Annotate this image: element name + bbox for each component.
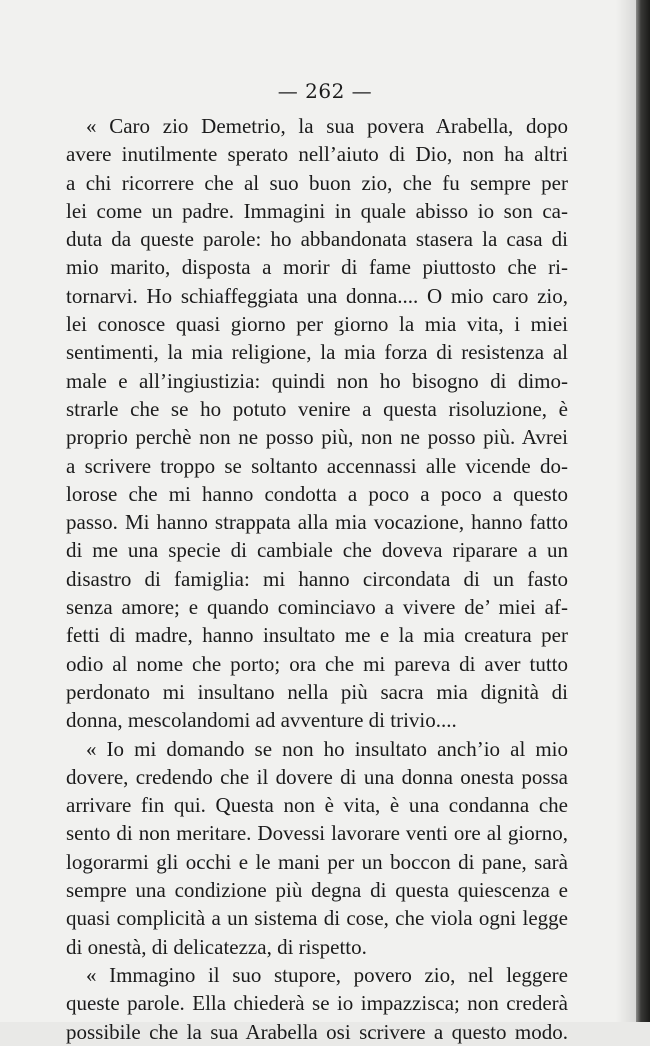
text-line: mio marito, disposta a morir di fame piuttosto che ri- xyxy=(66,255,568,280)
text-line: senza amore; e quando cominciavo a vivere de’ miei af- xyxy=(66,595,568,620)
text-line: dovere, credendo che il dovere di una donna onesta possa xyxy=(66,764,568,789)
page-gutter-shadow xyxy=(616,0,636,1022)
text-line: passo. Mi hanno strappata alla mia vocazione, hanno fatto xyxy=(66,510,568,535)
text-line: proprio perchè non ne posso più, non ne posso più. Avrei xyxy=(66,425,568,450)
text-line: lei come un padre. Immagini in quale abisso io son ca- xyxy=(66,198,568,223)
text-line: possibile che la sua Arabella osi scrivere a questo modo. xyxy=(66,1019,568,1044)
text-line: a chi ricorrere che al suo buon zio, che fu sempre per xyxy=(66,170,568,195)
text-line: male e all’ingiustizia: quindi non ho bisogno di dimo- xyxy=(66,368,568,393)
text-line: disastro di famiglia: mi hanno circondata di un fasto xyxy=(66,566,568,591)
text-line: queste parole. Ella chiederà se io impazzisca; non crederà xyxy=(66,991,568,1016)
text-line: « Immagino il suo stupore, povero zio, nel leggere xyxy=(86,962,568,987)
page-number: — 262 — xyxy=(277,79,373,103)
text-line: lorose che mi hanno condotta a poco a poco a questo xyxy=(66,481,568,506)
text-line: « Io mi domando se non ho insultato anch’io al mio xyxy=(86,736,568,761)
text-line: odio al nome che porto; ora che mi pareva di aver tutto xyxy=(66,651,568,676)
text-line: a scrivere troppo se soltanto accennassi alle vicende do- xyxy=(66,453,568,478)
page-edge xyxy=(636,0,650,1022)
text-line: « Caro zio Demetrio, la sua povera Arabella, dopo xyxy=(86,114,568,138)
text-line: di me una specie di cambiale che doveva riparare a un xyxy=(66,538,568,563)
body-text xyxy=(66,112,568,1046)
text-line: avere inutilmente sperato nell’aiuto di Dio, non ha altri xyxy=(66,142,568,167)
text-line: sentimenti, la mia religione, la mia forza di resistenza al xyxy=(66,340,568,365)
text-line: sempre una condizione più degna di questa quiescenza e xyxy=(66,878,568,903)
text-line: perdonato mi insultano nella più sacra mia dignità di xyxy=(66,679,568,704)
text-line: donna, mescolandomi ad avventure di trivio.... xyxy=(66,708,457,733)
text-line: fetti di madre, hanno insultato me e la mia creatura per xyxy=(66,623,568,648)
text-line: lei conosce quasi giorno per giorno la mia vita, i miei xyxy=(66,312,568,337)
text-line: strarle che se ho potuto venire a questa risoluzione, è xyxy=(66,396,568,421)
text-line: di onestà, di delicatezza, di rispetto. xyxy=(66,934,367,959)
text-line: logorarmi gli occhi e le mani per un boccon di pane, sarà xyxy=(66,849,568,874)
text-line: sento di non meritare. Dovessi lavorare venti ore al giorno, xyxy=(66,821,568,846)
text-line: duta da queste parole: ho abbandonata stasera la casa di xyxy=(66,227,568,252)
text-line: arrivare fin qui. Questa non è vita, è una condanna che xyxy=(66,793,568,818)
text-line: quasi complicità a un sistema di cose, che viola ogni legge xyxy=(66,906,568,931)
text-line: tornarvi. Ho schiaffeggiata una donna.... O mio caro zio, xyxy=(66,283,568,308)
